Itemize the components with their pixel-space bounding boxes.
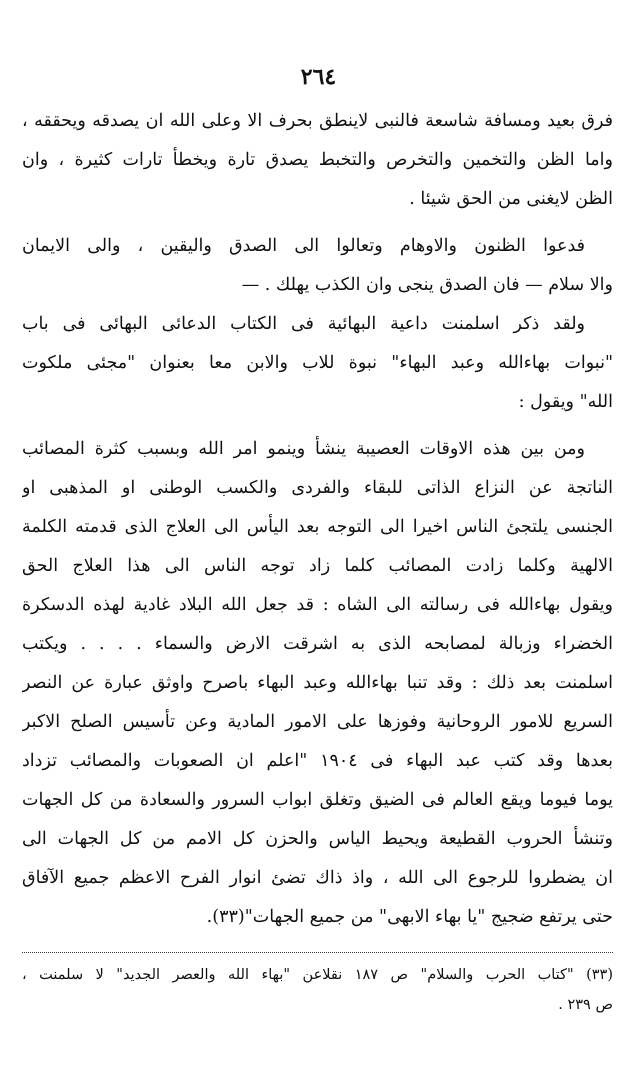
footnote	[22, 960, 613, 1020]
text-line: اسلمنت بعد ذلك : وقد تنبا بهاءالله وعبد البهاء باصرح واوثق عبارة عن النصر	[22, 673, 613, 693]
text-line: وتنشأ الحروب القطيعة ويحيط الياس والحزن كل الامم من كل الجهات الى	[22, 829, 613, 849]
text-line: فرق بعيد ومسافة شاسعة فالنبى لاينطق بحرف الا وعلى الله ان يصدقه ويحققه ،	[22, 111, 613, 131]
text-line: واما الظن والتخمين والتخرص والتخبط يصدق تارة ويخطأ تارات كثيرة ، وان	[22, 150, 613, 170]
text-line: ويقول بهاءالله فى رسالته الى الشاه : قد جعل الله البلاد غادية لهذه الدسكرة	[22, 595, 613, 615]
text-line: يوما فيوما ويقع العالم فى الضيق وتغلق ابواب السرور والسعادة من كل الجهات	[22, 790, 613, 810]
footnote-line: (٣٣) "كتاب الحرب والسلام" ص ١٨٧ نقلاعن "بهاء الله والعصر الجديد" لا سلمنت ،	[22, 967, 613, 983]
text-line: ان يضطروا للرجوع الى الله ، واذ ذاك تضئ انوار الفرح الاعظم جميع الآفاق	[22, 868, 613, 888]
text-line: الخضراء وزبالة لمصابحه الذى به اشرقت الارض والسماء . . . . ويكتب	[22, 634, 613, 654]
text-line: السريع للامور الروحانية وفوزها على الامور المادية وعن تأسيس الصلح الاكبر	[22, 712, 613, 732]
text-line: ولقد ذكر اسلمنت داعية البهائية فى الكتاب الدعائى البهائى فى باب	[22, 314, 585, 334]
page-number: ٢٦٤	[300, 64, 337, 90]
text-line: فدعوا الظنون والاوهام وتعالوا الى الصدق واليقين ، والى الايمان	[22, 236, 585, 256]
text-line: الالهية وكلما زادت المصائب كلما زاد توجه الناس الى هذا العلاج الحق	[22, 556, 613, 576]
text-line: والا سلام — فان الصدق ينجى وان الكذب يهلك . —	[241, 275, 613, 295]
text-line: الجنسى يلتجئ الناس اخيرا الى التوجه بعد اليأس الى العلاج الذى قدمته الكلمة	[22, 517, 613, 537]
text-line: الله" ويقول :	[518, 392, 613, 412]
text-line: حتى يرتفع ضجيج "يا بهاء الابهى" من جميع الجهات"(٣٣).	[206, 907, 613, 927]
text-line: الناتجة عن النزاع الذاتى للبقاء والفردى والكسب الوطنى او المذهبى او	[22, 478, 613, 498]
text-line: ومن بين هذه الاوقات العصيبة ينشأ وينمو امر الله وبسبب كثرة المصائب	[22, 439, 585, 459]
body-text	[22, 102, 613, 937]
footnote-line: ص ٢٣٩ .	[558, 997, 613, 1013]
text-line: بعدها وقد كتب عبد البهاء فى ١٩٠٤ "اعلم ان الصعوبات والمصائب تزداد	[22, 751, 613, 771]
text-line: الظن لايغنى من الحق شيئا .	[409, 189, 613, 209]
text-line: "نبوات بهاءالله وعبد البهاء" نبوة للاب والابن معا بعنوان "مجئى ملكوت	[22, 353, 613, 373]
footnote-divider	[22, 952, 613, 953]
